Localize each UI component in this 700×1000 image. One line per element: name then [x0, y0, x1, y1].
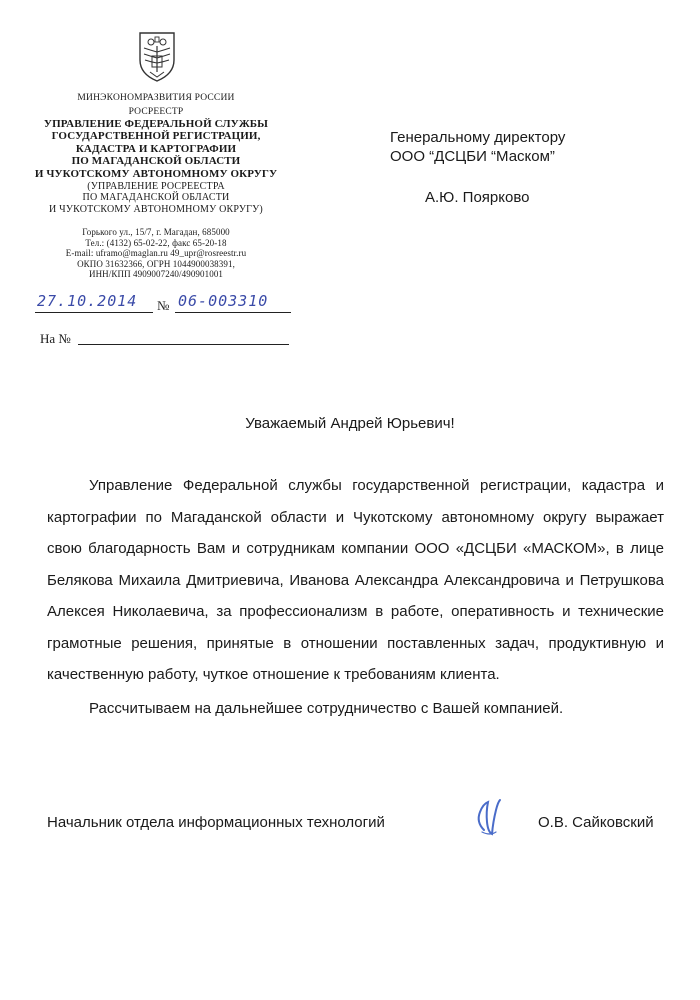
- letter-body: [47, 470, 664, 724]
- department-line: ПО МАГАДАНСКОЙ ОБЛАСТИ: [71, 155, 241, 168]
- department-line: УПРАВЛЕНИЕ ФЕДЕРАЛЬНОЙ СЛУЖБЫ: [43, 118, 269, 130]
- department-short-name: [20, 181, 292, 215]
- department-line: ГОСУДАРСТВЕННОЙ РЕГИСТРАЦИИ,: [51, 130, 261, 143]
- short-name-line: И ЧУКОТСКОМУ АВТОНОМНОМУ ОКРУГУ): [49, 203, 263, 215]
- department-line: КАДАСТРА И КАРТОГРАФИИ: [75, 142, 237, 155]
- inn-line: ИНН/КПП 4909007240/490901001: [88, 269, 224, 280]
- number-label: №: [157, 298, 170, 313]
- document-number: 06-003310: [178, 292, 269, 310]
- document-date: 27.10.2014: [37, 292, 138, 310]
- department-line: И ЧУКОТСКОМУ АВТОНОМНОМУ ОКРУГУ: [34, 167, 278, 180]
- signatory-position: Начальник отдела информационных технологий: [47, 814, 385, 831]
- reply-number-label: На №: [40, 331, 71, 346]
- addressee-name: А.Ю. Поярково: [425, 189, 530, 206]
- short-name-line: (УПРАВЛЕНИЕ РОСРЕЕСТРА: [87, 181, 225, 192]
- reply-number-line: [78, 344, 289, 345]
- okpo-line: ОКПО 31632366, ОГРН 1044900038391,: [77, 258, 235, 269]
- ministry-name: МИНЭКОНОМРАЗВИТИЯ РОССИИ: [77, 93, 235, 103]
- salutation: Уважаемый Андрей Юрьевич!: [245, 415, 455, 432]
- department-name: [20, 118, 292, 180]
- agency-name: РОСРЕЕСТР: [128, 107, 184, 117]
- date-underline: [35, 312, 153, 313]
- body-paragraph: Рассчитываем на дальнейшее сотрудничество с Вашей компанией.: [89, 699, 564, 717]
- email-line: E-mail: uframo@maglan.ru 49_upr@rosreestr.ru: [65, 248, 247, 259]
- addressee-block: [390, 128, 565, 166]
- number-underline: [175, 312, 291, 313]
- phone-line: Тел.: (4132) 65-02-22, факс 65-20-18: [85, 237, 227, 248]
- short-name-line: ПО МАГАДАНСКОЙ ОБЛАСТИ: [82, 192, 230, 204]
- body-paragraph: Управление Федеральной службы государственной регистрации, кадастра и картографии по Магаданской области и Чукотскому автономному округу выражает свою благодарность Вам и сотрудникам компании ООО «ДСЦБИ «МАСКОМ», в лице Белякова Михаила Дмитриевича, Иванова Александра Александровича и Петрушкова Алексея Николаевича, за профессионализм в работе, оперативность и технические грамотные решения, принятые в отношении поставленных задач, продуктивную и качественную работу, чуткое отношение к требованиям клиента.: [47, 477, 664, 683]
- addressee-position: Генеральному директору: [390, 129, 566, 146]
- signatory-name: О.В. Сайковский: [538, 814, 654, 831]
- contact-details: [20, 227, 292, 280]
- addressee-company: ООО “ДСЦБИ “Маском”: [390, 148, 555, 165]
- handwritten-signature: [462, 792, 512, 842]
- coat-of-arms-icon: [132, 30, 182, 84]
- address-line: Горького ул., 15/7, г. Магадан, 685000: [82, 227, 230, 237]
